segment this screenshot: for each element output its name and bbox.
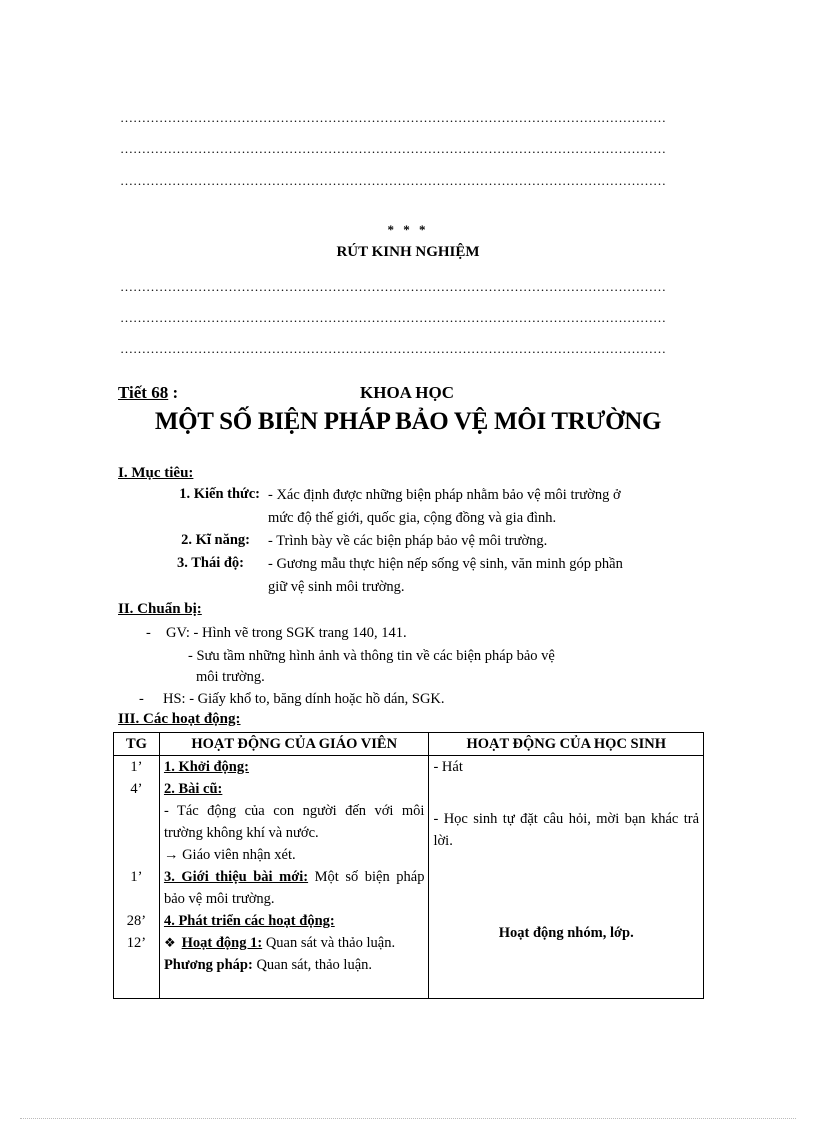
knowledge-label: 1. Kiến thức: <box>179 486 260 502</box>
preparation-heading: II. Chuẩn bị: <box>118 601 202 617</box>
rkn-blank-line-3: ……………………………………………………………………………………………………………… <box>120 341 666 356</box>
student-column <box>429 756 704 999</box>
rkn-blank-line-1: ……………………………………………………………………………………………………………… <box>120 279 666 294</box>
warm-up-label: 1. Khởi động: <box>163 759 249 775</box>
table-header-row <box>114 733 704 756</box>
hs-line: HS: - Giấy khổ to, băng dính hoặc hồ dán, SGK. <box>163 691 445 707</box>
skills-line-1: - Trình bày về các biện pháp bảo vệ môi trường. <box>268 533 548 549</box>
hs-dash: - <box>139 691 144 707</box>
blank-line-1: ……………………………………………………………………………………………………………… <box>120 110 666 125</box>
student-sing: - Hát <box>433 759 463 775</box>
develop-activities-label: 4. Phát triển các hoạt động: <box>163 913 335 929</box>
teacher-feedback: → Giáo viên nhận xét. <box>163 847 296 863</box>
method-block <box>164 954 425 976</box>
rut-kinh-nghiem-heading: RÚT KINH NGHIỆM <box>336 244 480 260</box>
lesson-number-label: Tiết 68 <box>118 383 169 402</box>
knowledge-line-2: mức độ thế giới, quốc gia, cộng đồng và gia đình. <box>268 510 557 526</box>
activities-table <box>113 732 704 999</box>
activity-1-text: Quan sát và thảo luận. <box>262 935 396 951</box>
teacher-column <box>159 756 429 999</box>
time-cell <box>118 822 155 844</box>
lesson-number-colon: : <box>168 383 179 402</box>
rkn-blank-line-2: ……………………………………………………………………………………………………………… <box>120 310 666 325</box>
time-cell: 28’ <box>126 913 147 929</box>
gv-line-3: môi trường. <box>196 669 265 685</box>
time-cell: 4’ <box>130 781 143 797</box>
time-cell: 1’ <box>130 869 143 885</box>
time-cell: 12’ <box>126 935 147 951</box>
intro-text: Một số biện pháp bảo vệ môi trường. <box>163 869 425 907</box>
blank-line-3: ……………………………………………………………………………………………………………… <box>120 173 666 188</box>
objectives-heading: I. Mục tiêu: <box>118 465 194 481</box>
intro-label: 3. Giới thiệu bài mới: <box>163 869 309 885</box>
time-cell <box>118 888 155 910</box>
lesson-number <box>118 383 178 403</box>
old-lesson-text: - Tác động của con người đến với môi trường không khí và nước. <box>163 803 425 841</box>
student-group-activity: Hoạt động nhóm, lớp. <box>498 925 634 941</box>
header-student: HOẠT ĐỘNG CỦA HỌC SINH <box>429 733 704 756</box>
time-cell <box>118 800 155 822</box>
method-label: Phương pháp: <box>163 957 253 973</box>
gv-line-1: GV: - Hình vẽ trong SGK trang 140, 141. <box>166 625 407 641</box>
gv-line-2: - Sưu tầm những hình ảnh và thông tin về các biện pháp bảo vệ <box>188 648 555 664</box>
blank-line-2: ……………………………………………………………………………………………………………… <box>120 141 666 156</box>
activity-1-block <box>164 932 425 954</box>
header-tg: TG <box>114 733 160 756</box>
method-text: Quan sát, thảo luận. <box>252 957 373 973</box>
table-body-row <box>114 756 704 999</box>
activities-heading: III. Các hoạt động: <box>118 711 241 727</box>
subject-name: KHOA HỌC <box>360 383 454 402</box>
time-column <box>114 756 160 999</box>
intro-block <box>164 866 425 910</box>
activity-1-label: Hoạt động 1: <box>181 935 263 951</box>
attitude-label: 3. Thái độ: <box>176 555 244 571</box>
lesson-title: MỘT SỐ BIỆN PHÁP BẢO VỆ MÔI TRƯỜNG <box>154 408 662 435</box>
student-answer: - Học sinh tự đặt câu hỏi, mời bạn khác trả lời. <box>433 811 699 849</box>
skills-label: 2. Kĩ năng: <box>181 532 250 548</box>
diamond-bullet-icon: ❖ <box>163 935 176 950</box>
time-cell: 1’ <box>130 759 143 775</box>
header-teacher: HOẠT ĐỘNG CỦA GIÁO VIÊN <box>159 733 429 756</box>
attitude-line-1: - Gương mẫu thực hiện nếp sống vệ sinh, văn minh góp phần <box>268 556 623 572</box>
old-lesson-label: 2. Bài cũ: <box>163 781 223 797</box>
section-separator: * * * <box>387 222 429 237</box>
knowledge-line-1: - Xác định được những biện pháp nhằm bảo vệ môi trường ở <box>268 487 621 503</box>
gv-dash: - <box>146 625 151 641</box>
attitude-line-2: giữ vệ sinh môi trường. <box>268 579 405 595</box>
time-cell <box>118 844 155 866</box>
page-bottom-border <box>20 1118 796 1119</box>
